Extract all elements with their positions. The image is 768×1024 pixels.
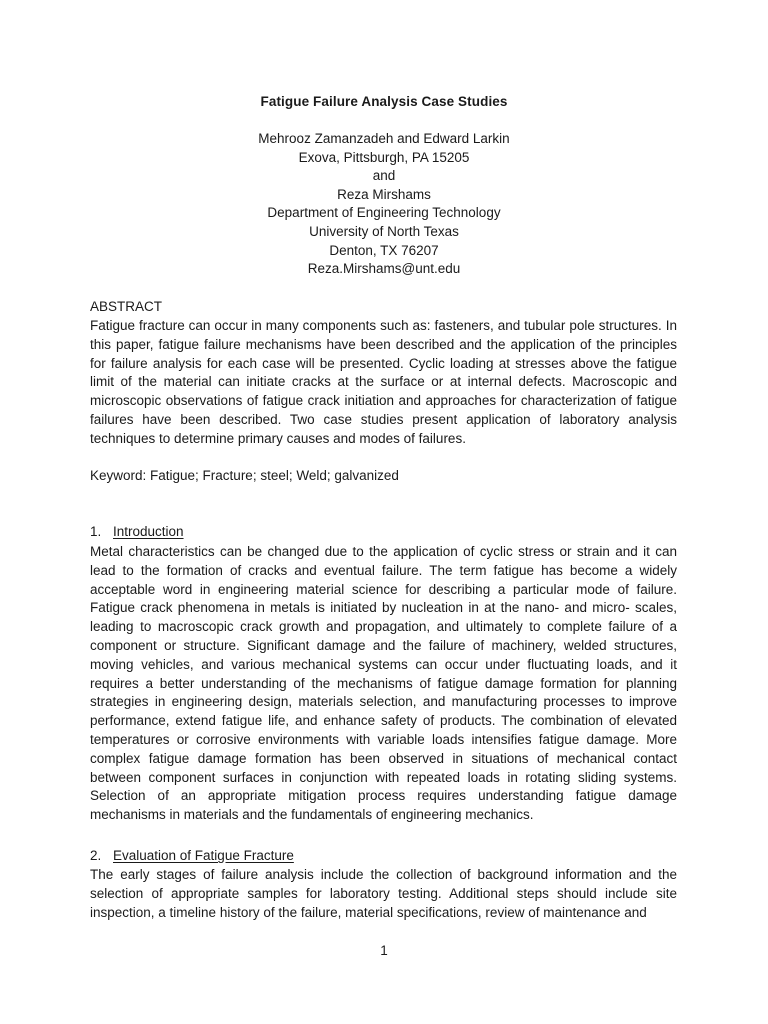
section-title: Introduction	[113, 524, 184, 539]
email-line: Reza.Mirshams@unt.edu	[307, 261, 461, 277]
university-line: University of North Texas	[309, 223, 459, 239]
section-number: 2.	[90, 848, 102, 863]
abstract-heading: ABSTRACT	[90, 299, 163, 314]
section-paragraph: The early stages of failure analysis include the collection of background information and the selection of appropriate samples for laboratory testing. Additional steps should include site inspection, a timeline history of the failure, material specifications, review of maintenance and	[90, 867, 677, 920]
authors-line: Mehrooz Zamanzadeh and Edward Larkin	[258, 131, 510, 146]
section-body-evaluation	[90, 866, 677, 922]
section-number: 1.	[90, 524, 102, 539]
section-heading-evaluation	[90, 847, 677, 866]
section-heading-introduction	[90, 523, 677, 542]
keywords-line: Keyword: Fatigue; Fracture; steel; Weld; galvanized	[90, 468, 399, 483]
paper-title: Fatigue Failure Analysis Case Studies	[260, 94, 508, 109]
author-line: Reza Mirshams	[337, 186, 431, 202]
page-number: 1	[380, 943, 388, 958]
abstract-body	[90, 317, 677, 449]
section-body-introduction	[90, 543, 677, 825]
department-line: Department of Engineering Technology	[267, 205, 501, 221]
section-title: Evaluation of Fatigue Fracture	[113, 848, 294, 863]
section-paragraph: Metal characteristics can be changed due to the application of cyclic stress or strain and it can lead to the formation of cracks and eventual failure. The term fatigue has become a widely acceptable word in engineering material science for describing a particular mode of failure. Fatigue crack phenomena in metals is initiated by nucleation in at the nano- and micro- scales, leading to macroscopic crack growth and propagation, and ultimately to complete failure of a component or structure. Significant damage and the failure of machinery, welded structures, moving vehicles, and various mechanical systems can occur under fluctuating loads, and it requires a better understanding of the mechanisms of fatigue damage formation for planning strategies in engineering design, materials selection, and manufacturing processes to improve performance, extend fatigue life, and enhance safety of products. The combination of elevated temperatures or corrosive environments with variable loads intensifies fatigue damage. More complex fatigue damage formation has been observed in situations of mechanical contact between component surfaces in conjunction with repeated loads in rotating sliding systems. Selection of an appropriate mitigation process requires understanding fatigue damage mechanisms in materials and the fundamentals of engineering mechanics.	[90, 544, 677, 823]
city-line: Denton, TX 76207	[329, 242, 439, 258]
conjunction-line: and	[372, 168, 396, 184]
affiliation-line: Exova, Pittsburgh, PA 15205	[298, 149, 470, 165]
author-block	[0, 130, 768, 279]
abstract-paragraph: Fatigue fracture can occur in many components such as: fasteners, and tubular pole structures. In this paper, fatigue failure mechanisms have been described and the application of the principles for failure analysis for each case will be presented. Cyclic loading at stresses above the fatigue limit of the material can initiate cracks at the surface or at internal defects. Macroscopic and microscopic observations of fatigue crack initiation and approaches for characterization of fatigue failures have been described. Two case studies present application of laboratory analysis techniques to determine primary causes and modes of failures.	[90, 318, 677, 446]
